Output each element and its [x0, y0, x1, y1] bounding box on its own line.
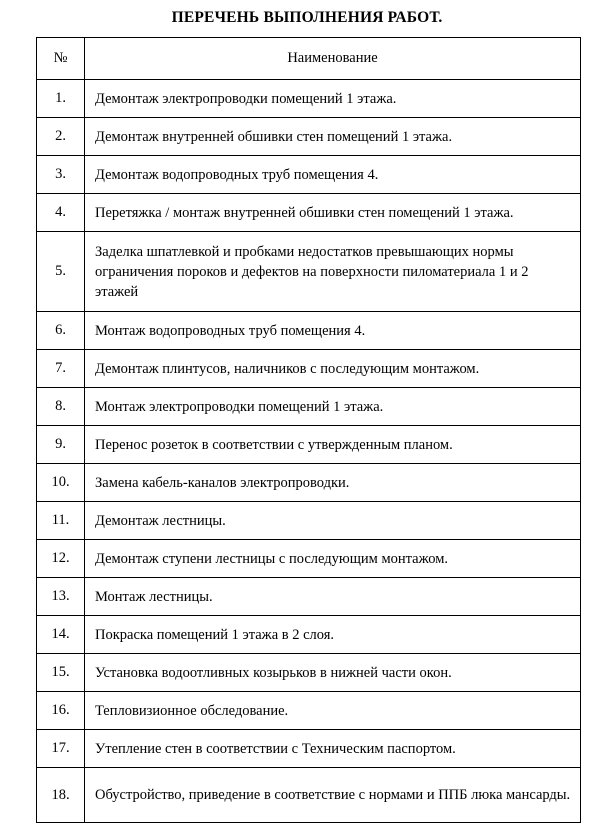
row-work-name: Демонтаж внутренней обшивки стен помещений 1 этажа.	[85, 118, 581, 156]
table-row	[37, 654, 581, 692]
works-table	[36, 37, 581, 823]
row-number: 8.	[37, 388, 85, 426]
column-header-number: №	[37, 38, 85, 80]
table-row	[37, 730, 581, 768]
row-number: 14.	[37, 616, 85, 654]
table-row	[37, 80, 581, 118]
row-number: 9.	[37, 426, 85, 464]
table-header-row	[37, 38, 581, 80]
table-row	[37, 312, 581, 350]
row-work-name: Обустройство, приведение в соответствие с нормами и ППБ люка мансарды.	[85, 768, 581, 823]
row-number: 18.	[37, 768, 85, 823]
table-row	[37, 540, 581, 578]
row-number: 10.	[37, 464, 85, 502]
table-row	[37, 194, 581, 232]
row-work-name: Заделка шпатлевкой и пробками недостатков превышающих нормы ограничения пороков и дефектов на поверхности пиломатериала 1 и 2 этажей	[85, 232, 581, 312]
works-table-container	[36, 37, 580, 823]
table-row	[37, 502, 581, 540]
table-row	[37, 232, 581, 312]
row-work-name: Демонтаж электропроводки помещений 1 этажа.	[85, 80, 581, 118]
row-number: 4.	[37, 194, 85, 232]
page-title: ПЕРЕЧЕНЬ ВЫПОЛНЕНИЯ РАБОТ.	[171, 9, 443, 26]
row-number: 2.	[37, 118, 85, 156]
row-work-name: Замена кабель-каналов электропроводки.	[85, 464, 581, 502]
row-work-name: Монтаж электропроводки помещений 1 этажа.	[85, 388, 581, 426]
table-row	[37, 616, 581, 654]
row-number: 1.	[37, 80, 85, 118]
table-row	[37, 464, 581, 502]
row-work-name: Монтаж водопроводных труб помещения 4.	[85, 312, 581, 350]
row-work-name: Установка водоотливных козырьков в нижней части окон.	[85, 654, 581, 692]
row-number: 12.	[37, 540, 85, 578]
table-row	[37, 578, 581, 616]
row-number: 7.	[37, 350, 85, 388]
table-row	[37, 350, 581, 388]
table-header	[37, 38, 581, 80]
row-work-name: Демонтаж ступени лестницы с последующим монтажом.	[85, 540, 581, 578]
row-work-name: Утепление стен в соответствии с Техническим паспортом.	[85, 730, 581, 768]
table-row	[37, 768, 581, 823]
row-number: 15.	[37, 654, 85, 692]
table-row	[37, 388, 581, 426]
row-number: 5.	[37, 232, 85, 312]
table-row	[37, 692, 581, 730]
row-work-name: Перетяжка / монтаж внутренней обшивки стен помещений 1 этажа.	[85, 194, 581, 232]
column-header-name: Наименование	[85, 38, 581, 80]
row-number: 6.	[37, 312, 85, 350]
row-number: 11.	[37, 502, 85, 540]
row-work-name: Демонтаж лестницы.	[85, 502, 581, 540]
row-work-name: Демонтаж водопроводных труб помещения 4.	[85, 156, 581, 194]
row-number: 17.	[37, 730, 85, 768]
table-row	[37, 426, 581, 464]
table-body	[37, 80, 581, 823]
row-work-name: Демонтаж плинтусов, наличников с последующим монтажом.	[85, 350, 581, 388]
table-row	[37, 118, 581, 156]
row-number: 3.	[37, 156, 85, 194]
table-row	[37, 156, 581, 194]
row-work-name: Монтаж лестницы.	[85, 578, 581, 616]
row-number: 16.	[37, 692, 85, 730]
row-work-name: Покраска помещений 1 этажа в 2 слоя.	[85, 616, 581, 654]
row-work-name: Перенос розеток в соответствии с утвержденным планом.	[85, 426, 581, 464]
row-number: 13.	[37, 578, 85, 616]
row-work-name: Тепловизионное обследование.	[85, 692, 581, 730]
